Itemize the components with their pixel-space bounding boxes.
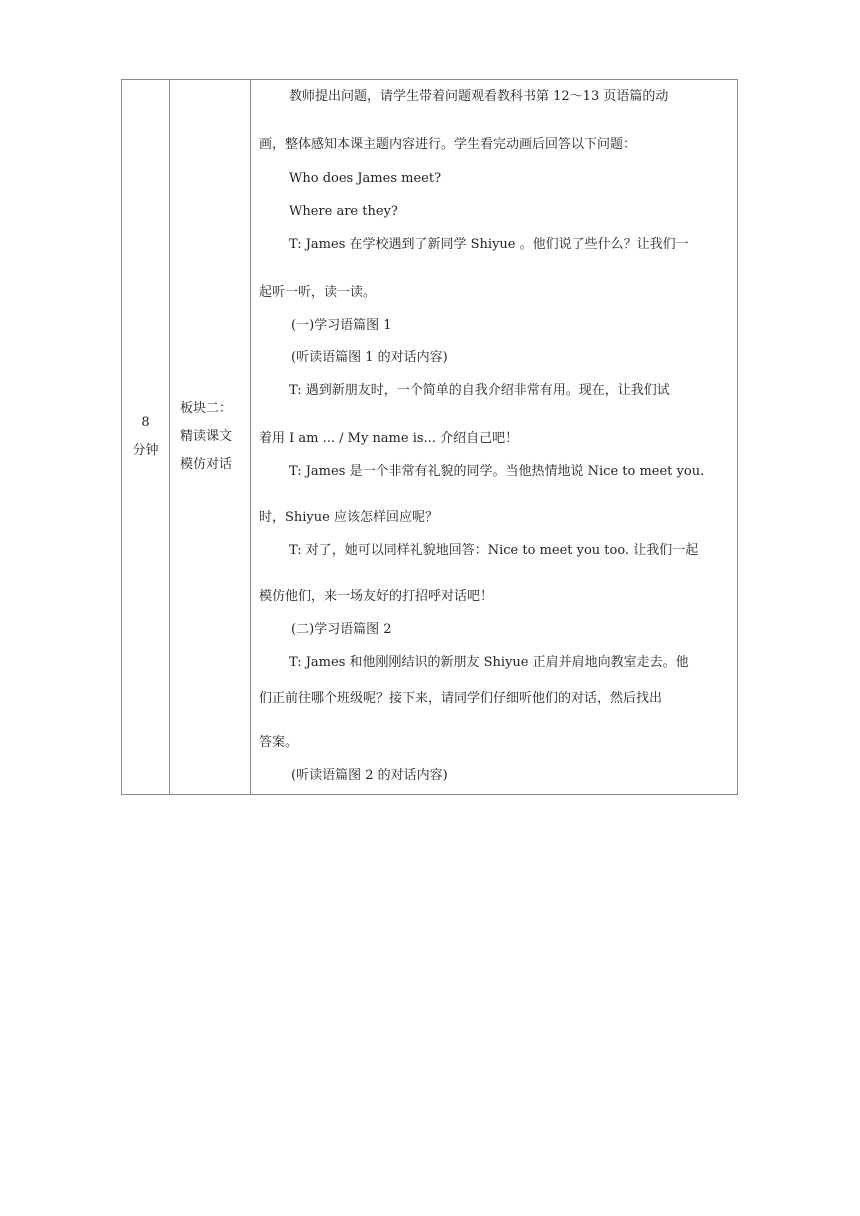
section-label: 板块二：: [180, 401, 233, 416]
content-line: Where are they?: [289, 204, 398, 219]
time-number: 8: [141, 415, 150, 430]
lesson-plan-table: [121, 79, 738, 795]
content-line: 们正前往哪个班级呢？接下来，请同学们仔细听他们的对话，然后找出: [259, 691, 663, 706]
content-line: T: 遇到新朋友时，一个简单的自我介绍非常有用。现在，让我们试: [289, 383, 670, 398]
content-line: (二)学习语篇图 2: [291, 622, 392, 637]
content-line: (听读语篇图 1 的对话内容): [291, 350, 448, 365]
section-title: 精读课文: [180, 429, 233, 444]
time-cell: [122, 80, 169, 794]
content-line: T: 对了，她可以同样礼貌地回答：Nice to meet you too. 让我们一起: [289, 543, 699, 558]
content-line: 时，Shiyue 应该怎样回应呢？: [259, 510, 438, 525]
content-line: Who does James meet?: [289, 171, 442, 186]
section-cell: [170, 80, 250, 794]
content-cell: [251, 80, 737, 794]
content-line: T: James 和他刚刚结识的新朋友 Shiyue 正肩并肩地向教室走去。他: [289, 655, 689, 670]
content-line: 起听一听，读一读。: [259, 285, 377, 300]
content-line: 着用 I am ... / My name is... 介绍自己吧！: [259, 431, 519, 446]
section-subtitle: 模仿对话: [180, 457, 233, 472]
content-line: (听读语篇图 2 的对话内容): [291, 768, 448, 783]
content-line: 模仿他们，来一场友好的打招呼对话吧！: [259, 589, 494, 604]
content-line: T: James 在学校遇到了新同学 Shiyue 。他们说了些什么？让我们一: [289, 237, 689, 252]
content-line: 教师提出问题，请学生带着问题观看教科书第 12～13 页语篇的动: [289, 89, 669, 104]
content-line: 画，整体感知本课主题内容进行。学生看完动画后回答以下问题：: [259, 137, 637, 152]
content-line: (一)学习语篇图 1: [291, 318, 392, 333]
content-line: T: James 是一个非常有礼貌的同学。当他热情地说 Nice to meet you.: [289, 464, 705, 479]
content-line: 答案。: [259, 735, 299, 750]
time-unit: 分钟: [132, 443, 159, 458]
